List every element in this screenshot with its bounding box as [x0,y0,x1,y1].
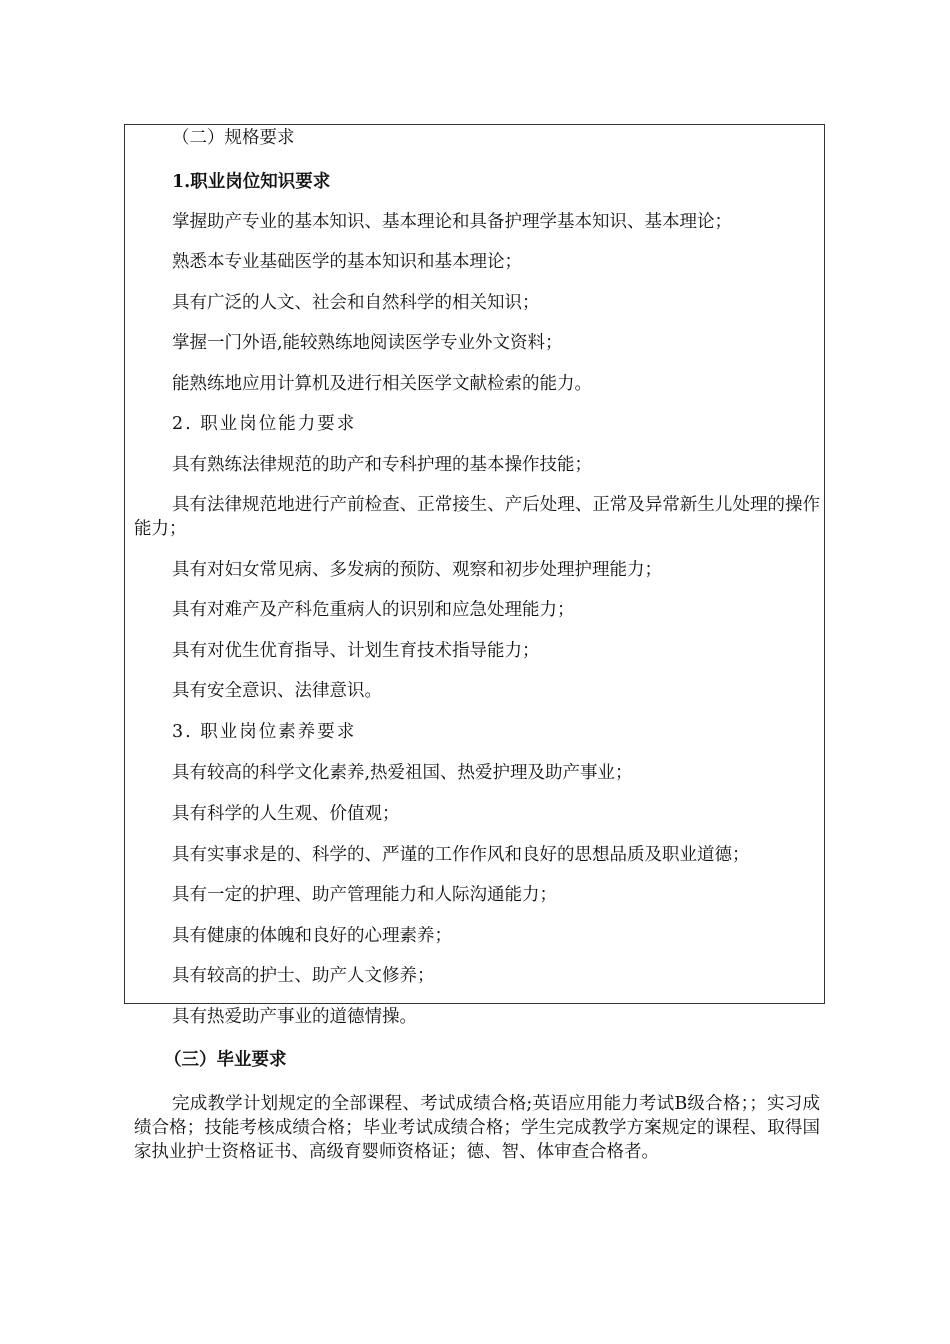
graduation-requirements-paragraph: 完成教学计划规定的全部课程、考试成绩合格;英语应用能力考试B级合格；；实习成绩合格；技能考核成绩合格；毕业考试成绩合格；学生完成教学方案规定的课程、取得国家执业护士资格证书、高级育婴师资格证；德、智、体审查合格者。 [134,1094,820,1162]
list-item: 具有热爱助产事业的道德情操。 [172,1007,417,1027]
list-item: 具有对优生优育指导、计划生育技术指导能力； [172,641,540,661]
list-item: 具有较高的护士、助产人文修养； [172,966,435,986]
list-item: 具有健康的体魄和良好的心理素养； [172,926,452,946]
subheading-ability: 2. 职业岗位能力要求 [172,414,357,434]
list-item: 具有对难产及产科危重病人的识别和应急处理能力； [172,600,575,620]
list-item: 熟悉本专业基础医学的基本知识和基本理论； [172,252,522,272]
list-item: 掌握助产专业的基本知识、基本理论和具备护理学基本知识、基本理论； [172,212,732,232]
list-item: 具有安全意识、法律意识。 [172,681,382,701]
subheading-quality: 3. 职业岗位素养要求 [172,722,357,742]
list-item: 能熟练地应用计算机及进行相关医学文献检索的能力。 [172,374,592,394]
section-heading-graduation: （三）毕业要求 [164,1050,287,1070]
subheading-knowledge: 1.职业岗位知识要求 [172,172,331,192]
section-heading-specs: （二）规格要求 [172,128,295,148]
list-item: 掌握一门外语,能较熟练地阅读医学专业外文资料； [172,333,563,353]
list-item: 具有熟练法律规范的助产和专科护理的基本操作技能； [172,455,592,475]
list-item: 具有实事求是的、科学的、严谨的工作作风和良好的思想品质及职业道德； [172,845,750,865]
list-item: 具有广泛的人文、社会和自然科学的相关知识； [172,293,540,313]
list-item: 具有科学的人生观、价值观； [172,804,400,824]
list-item: 具有一定的护理、助产管理能力和人际沟通能力； [172,885,557,905]
list-item: 具有法律规范地进行产前检查、正常接生、产后处理、正常及异常新生儿处理的操作能力； [134,495,820,539]
list-item: 具有较高的科学文化素养,热爱祖国、热爱护理及助产事业； [172,763,633,783]
list-item: 具有对妇女常见病、多发病的预防、观察和初步处理护理能力； [172,560,662,580]
